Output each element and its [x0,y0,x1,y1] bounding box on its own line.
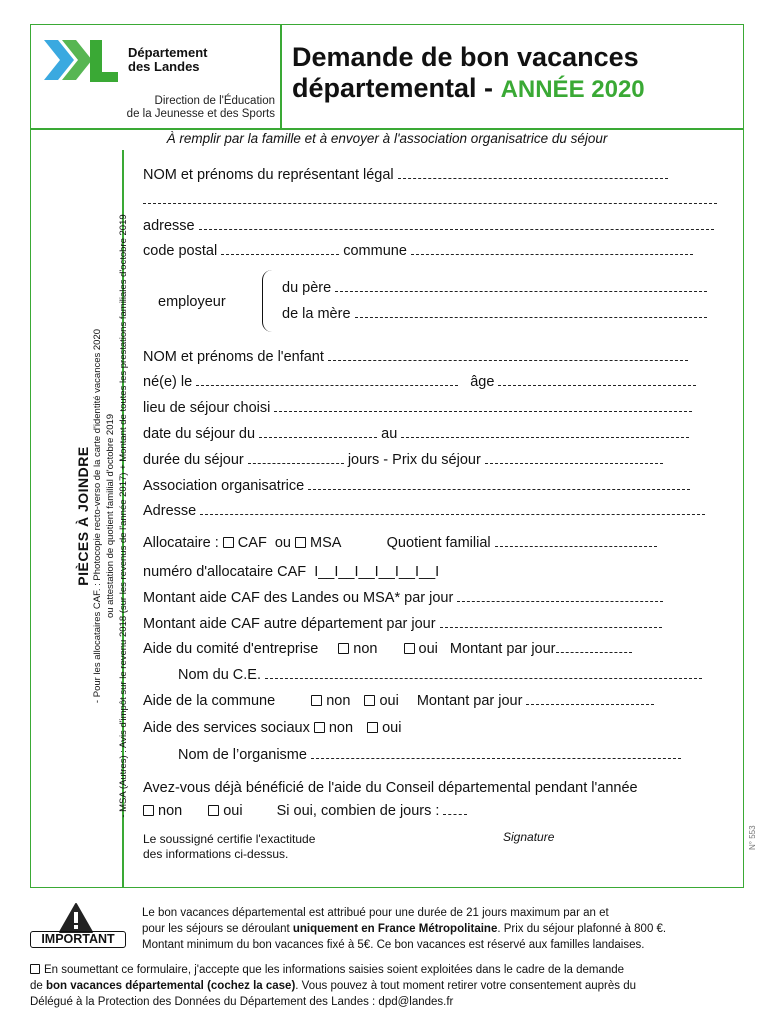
social-non-checkbox[interactable] [314,722,325,733]
form-reference: N° 553 [748,825,757,850]
field-aid-ce: Aide du comité d'entreprise non oui Montant par jour [143,641,632,657]
consent-checkbox[interactable] [30,964,40,974]
documents-title: PIÈCES À JOINDRE [75,446,91,586]
documents-line-2: ou attestation de quotient familial d'octobre 2019 [105,413,116,619]
warning-icon [58,902,94,934]
field-caf-number[interactable]: numéro d'allocataire CAF I__I__I__I__I__I__I [143,564,440,580]
field-organiser-address[interactable]: Adresse [143,503,705,519]
documents-line-3: - MSA (Autres) : Avis d'impôt sur le revenu 2018 (sur les revenus de l'année 2017) + Montant de toutes les prestations familiales d'octobre 2019 [118,214,129,818]
field-employer-father[interactable]: du père [282,280,707,296]
certification-text: Le soussigné certifie l'exactitude des informations ci-dessus. [143,832,316,861]
field-duration-price[interactable]: durée du séjour jours - Prix du séjour [143,452,663,468]
department-name: Département des Landes [128,45,208,74]
social-oui-checkbox[interactable] [367,722,378,733]
employer-brace [262,270,276,332]
field-legal-rep[interactable]: NOM et prénoms du représentant légal [143,167,668,183]
employer-label: employeur [158,294,226,310]
msa-checkbox[interactable] [295,537,306,548]
commune-amount-field[interactable] [526,693,654,705]
field-birth-age[interactable]: né(e) le âge [143,374,696,390]
important-label: IMPORTANT [30,931,126,948]
field-aid-caf-landes[interactable]: Montant aide CAF des Landes ou MSA* par jour [143,590,663,606]
field-aid-caf-other[interactable]: Montant aide CAF autre département par jour [143,616,662,632]
important-text: Le bon vacances départemental est attribué pour une durée de 21 jours maximum par an et pour les séjours se déroulant uniquement en France Métropolitaine. Prix du séjour plafonné à 800 €. Montant minimum du bon vacances fixé à 5€. Ce bon vacances est réservé aux familles landaises. [142,907,667,951]
field-employer-mother[interactable]: de la mère [282,306,707,322]
field-child-name[interactable]: NOM et prénoms de l'enfant [143,349,688,365]
previous-days-field[interactable] [443,803,467,815]
commune-non-checkbox[interactable] [311,695,322,706]
field-stay-place[interactable]: lieu de séjour choisi [143,400,692,416]
field-organiser[interactable]: Association organisatrice [143,478,690,494]
header-divider [280,24,282,128]
field-legal-rep-cont[interactable] [143,192,717,208]
signature-label: Signature [503,830,555,844]
title-year: ANNÉE 2020 [500,76,645,103]
field-postal-commune[interactable]: code postal commune [143,243,693,259]
documents-to-attach [75,214,129,818]
field-ce-name[interactable]: Nom du C.E. [178,667,702,683]
field-previous-aid: non oui Si oui, combien de jours : [143,803,467,819]
ce-non-checkbox[interactable] [338,643,349,654]
question-previous-aid: Avez-vous déjà bénéficié de l'aide du Conseil départemental pendant l'année [143,780,638,796]
ce-oui-checkbox[interactable] [404,643,415,654]
direction-name: Direction de l'Éducation de la Jeunesse et des Sports [126,95,275,120]
field-stay-dates[interactable]: date du séjour du au [143,426,689,442]
field-organism-name[interactable]: Nom de l’organisme [178,747,681,763]
commune-oui-checkbox[interactable] [364,695,375,706]
ce-amount-field[interactable] [556,641,632,653]
previous-non-checkbox[interactable] [143,805,154,816]
field-allocataire: Allocataire : CAF ou MSA Quotient familial [143,535,657,551]
previous-oui-checkbox[interactable] [208,805,219,816]
documents-line-1: - Pour les allocataires CAF. : Photocopie recto-verso de la carte d'identité vacances 2020 [92,328,103,704]
caf-checkbox[interactable] [223,537,234,548]
quotient-field[interactable] [495,535,657,547]
page-title: Demande de bon vacances départemental - ANNÉE 2020 [292,42,645,103]
field-aid-social: Aide des services sociaux non oui [143,720,402,736]
field-address[interactable]: adresse [143,218,714,234]
instruction-banner: À remplir par la famille et à envoyer à l'association organisatrice du séjour [166,131,608,146]
banner-divider [30,128,744,130]
consent-text: En soumettant ce formulaire, j'accepte que les informations saisies soient exploitées dans le cadre de la demande de bon vacances départemental (cochez la case). Vous pouvez à tout moment retirer votre consentement auprès du Délégué à la Protection des Données du Département des Landes : dpd@landes.fr [30,964,636,1008]
field-aid-commune: Aide de la commune non oui Montant par jour [143,693,654,709]
landes-logo [40,34,120,94]
